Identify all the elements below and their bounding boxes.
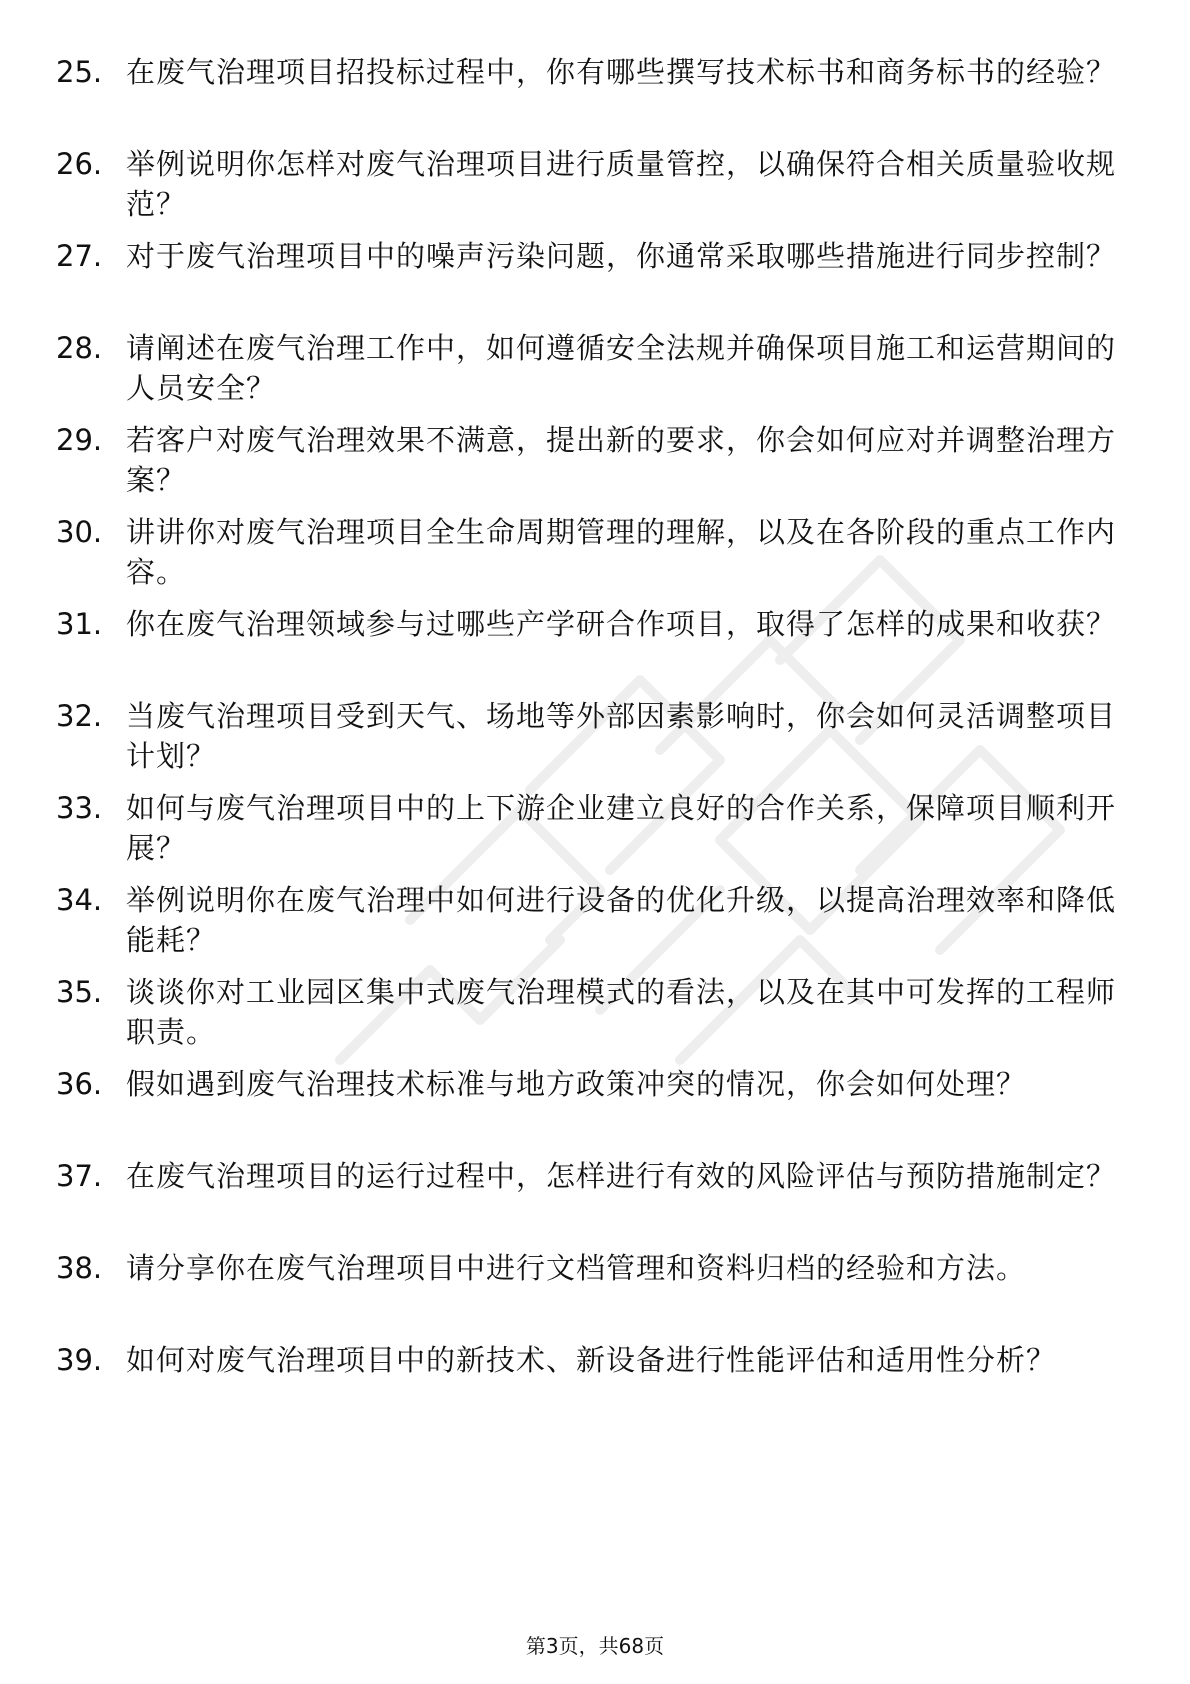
question-text: 在废气治理项目招投标过程中，你有哪些撰写技术标书和商务标书的经验？ bbox=[126, 55, 1117, 89]
question-item bbox=[56, 144, 1116, 236]
question-number: 32. bbox=[56, 699, 103, 733]
question-item bbox=[56, 788, 1116, 880]
question-text: 如何与废气治理项目中的上下游企业建立良好的合作关系，保障项目顺利开展？ bbox=[126, 791, 1117, 865]
question-item bbox=[56, 696, 1116, 788]
question-text: 举例说明你怎样对废气治理项目进行质量管控，以确保符合相关质量验收规范？ bbox=[126, 147, 1117, 221]
question-text: 在废气治理项目的运行过程中，怎样进行有效的风险评估与预防措施制定？ bbox=[126, 1159, 1117, 1193]
question-number: 35. bbox=[56, 975, 103, 1009]
question-number: 33. bbox=[56, 791, 103, 825]
question-item bbox=[56, 880, 1116, 972]
question-text: 若客户对废气治理效果不满意，提出新的要求，你会如何应对并调整治理方案？ bbox=[126, 423, 1117, 497]
question-text: 当废气治理项目受到天气、场地等外部因素影响时，你会如何灵活调整项目计划？ bbox=[126, 699, 1117, 773]
question-item bbox=[56, 1340, 1116, 1432]
question-number: 31. bbox=[56, 607, 103, 641]
question-text: 举例说明你在废气治理中如何进行设备的优化升级，以提高治理效率和降低能耗？ bbox=[126, 883, 1117, 957]
question-number: 25. bbox=[56, 55, 103, 89]
question-item bbox=[56, 420, 1116, 512]
question-item bbox=[56, 52, 1116, 144]
question-list bbox=[56, 52, 1116, 1432]
question-text: 你在废气治理领域参与过哪些产学研合作项目，取得了怎样的成果和收获？ bbox=[126, 607, 1117, 641]
question-number: 30. bbox=[56, 515, 103, 549]
question-text: 讲讲你对废气治理项目全生命周期管理的理解，以及在各阶段的重点工作内容。 bbox=[126, 515, 1117, 589]
question-item bbox=[56, 236, 1116, 328]
question-item bbox=[56, 1064, 1116, 1156]
question-number: 36. bbox=[56, 1067, 103, 1101]
question-number: 34. bbox=[56, 883, 103, 917]
question-number: 28. bbox=[56, 331, 103, 365]
question-number: 29. bbox=[56, 423, 103, 457]
question-item bbox=[56, 512, 1116, 604]
question-item bbox=[56, 1248, 1116, 1340]
question-number: 26. bbox=[56, 147, 103, 181]
question-text: 如何对废气治理项目中的新技术、新设备进行性能评估和适用性分析？ bbox=[126, 1343, 1057, 1377]
question-number: 27. bbox=[56, 239, 103, 273]
question-text: 假如遇到废气治理技术标准与地方政策冲突的情况，你会如何处理？ bbox=[126, 1067, 1027, 1101]
question-item bbox=[56, 972, 1116, 1064]
question-text: 请分享你在废气治理项目中进行文档管理和资料归档的经验和方法。 bbox=[126, 1251, 1027, 1285]
question-item bbox=[56, 1156, 1116, 1248]
question-number: 38. bbox=[56, 1251, 103, 1285]
question-text: 谈谈你对工业园区集中式废气治理模式的看法，以及在其中可发挥的工程师职责。 bbox=[126, 975, 1117, 1049]
question-item bbox=[56, 328, 1116, 420]
question-text: 对于废气治理项目中的噪声污染问题，你通常采取哪些措施进行同步控制？ bbox=[126, 239, 1117, 273]
question-number: 37. bbox=[56, 1159, 103, 1193]
question-text: 请阐述在废气治理工作中，如何遵循安全法规并确保项目施工和运营期间的人员安全？ bbox=[126, 331, 1117, 405]
question-number: 39. bbox=[56, 1343, 103, 1377]
question-item bbox=[56, 604, 1116, 696]
page-footer: 第3页，共68页 bbox=[525, 1634, 665, 1658]
